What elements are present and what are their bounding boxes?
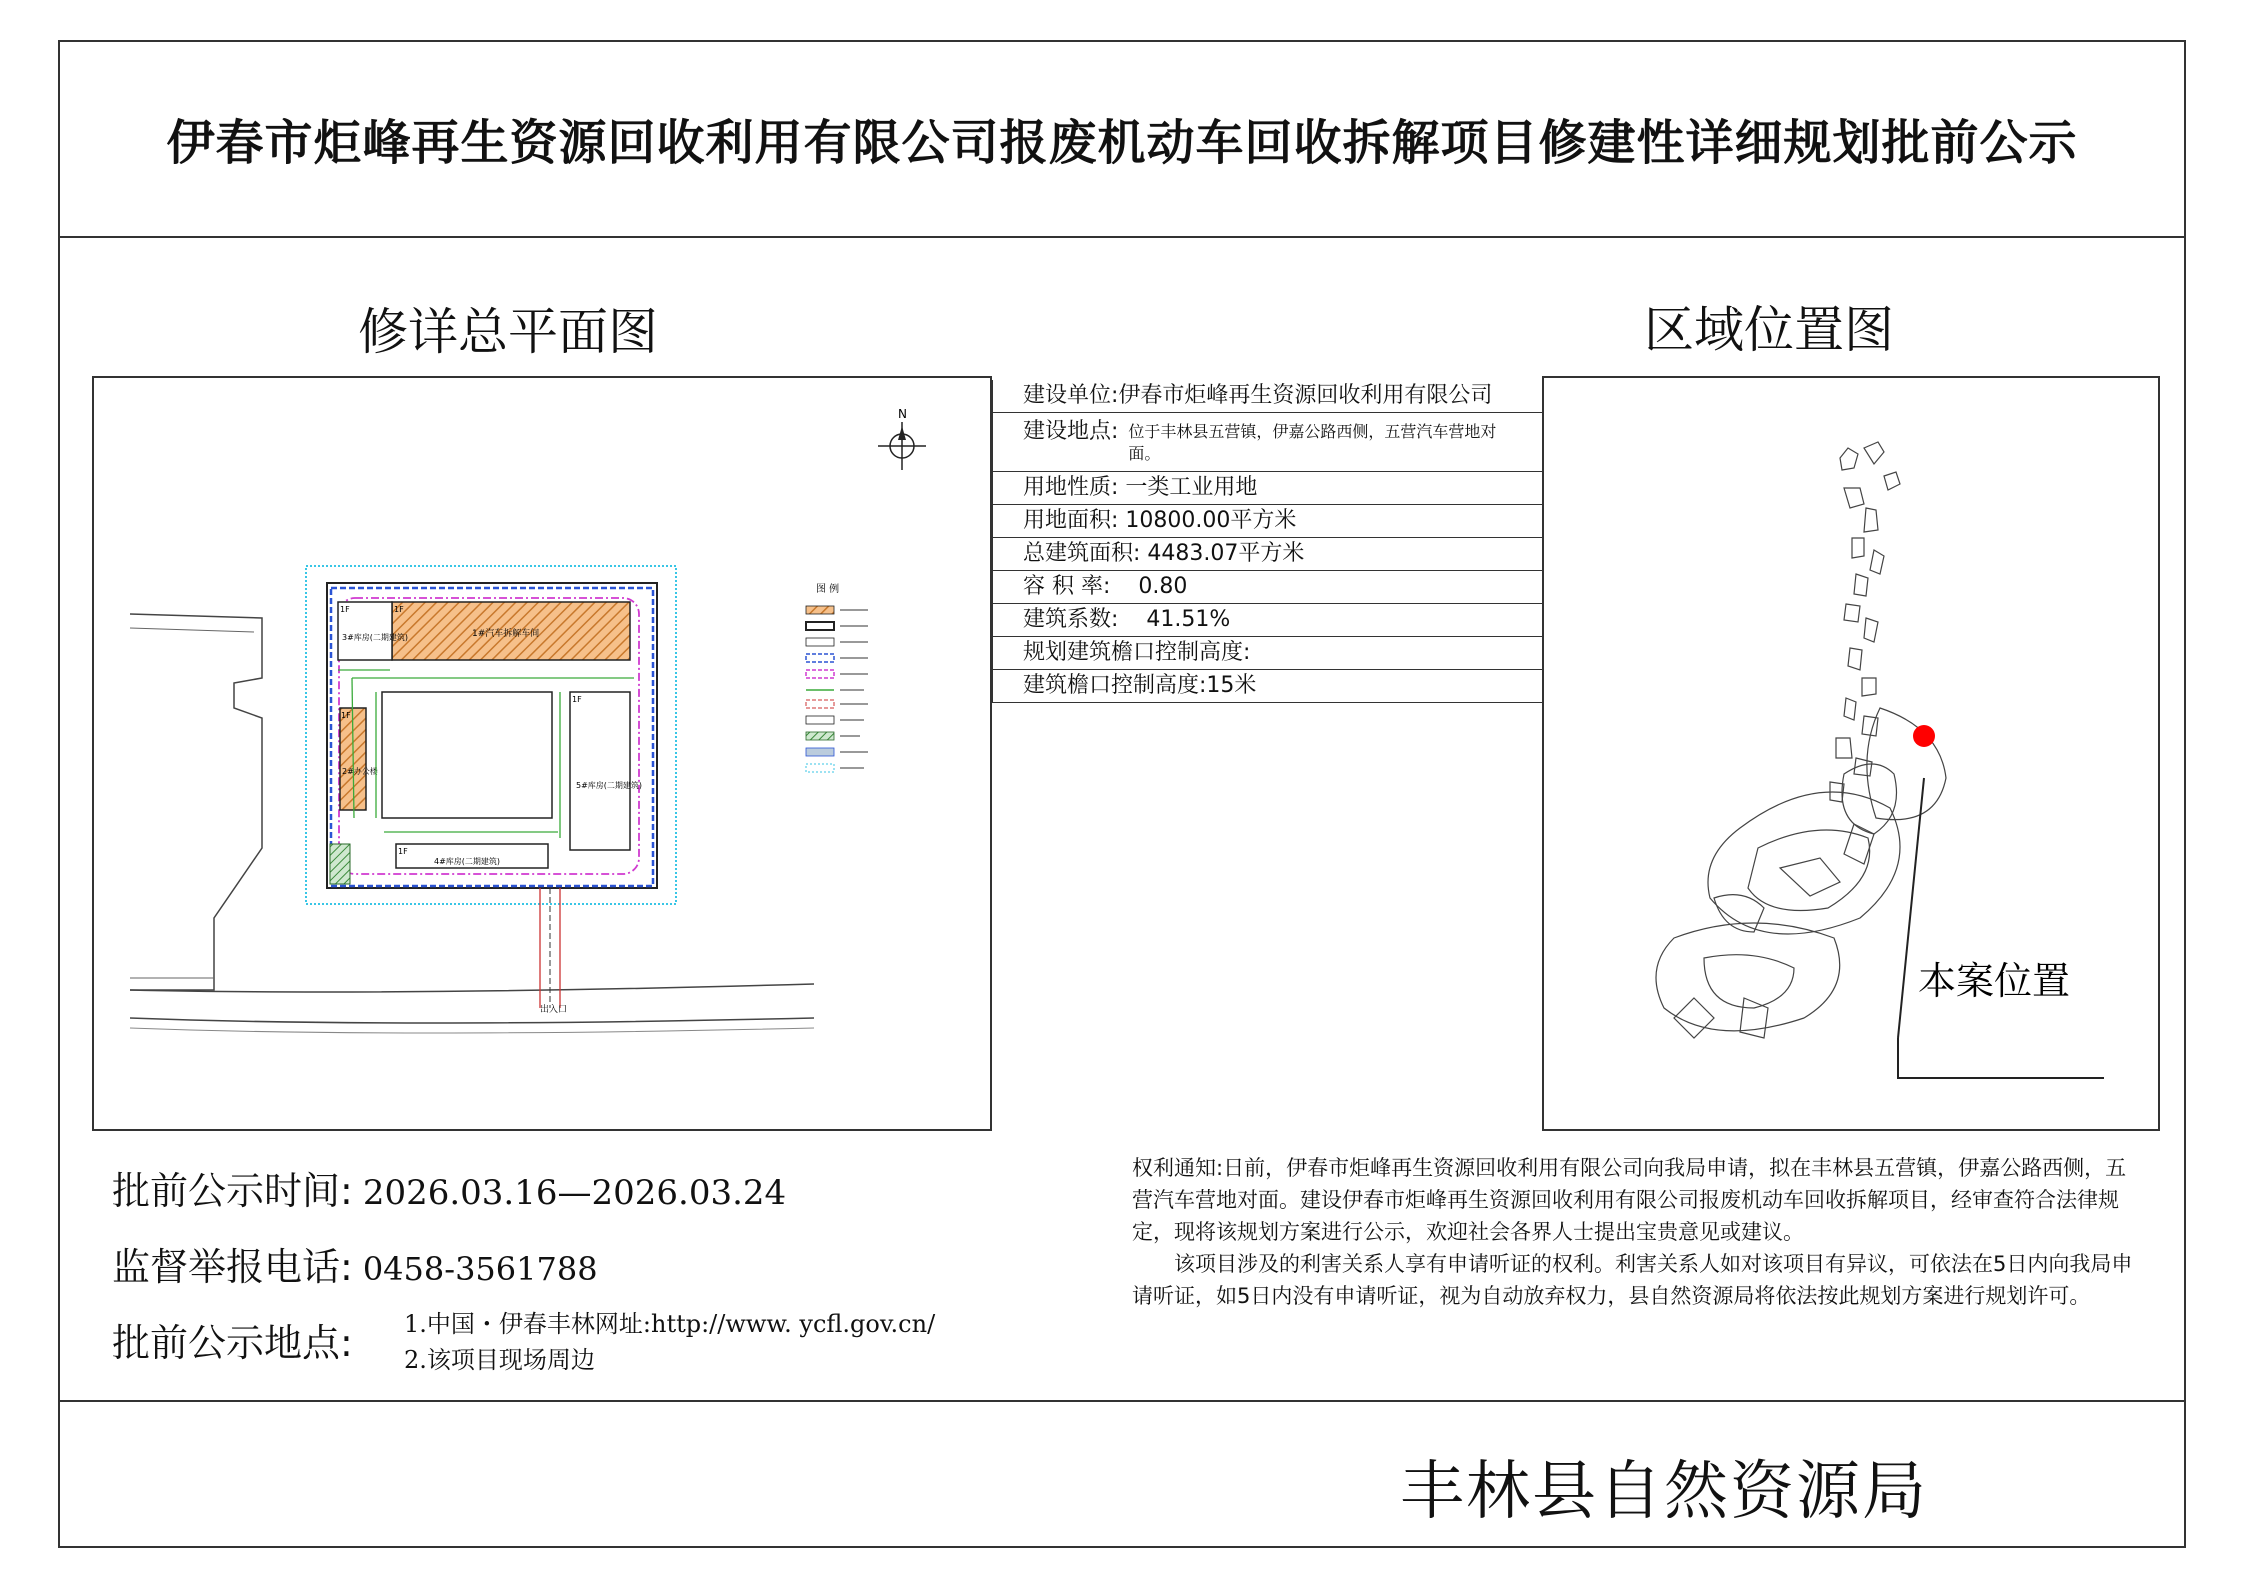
unit-value: 伊春市炬峰再生资源回收利用有限公司 xyxy=(1118,383,1493,408)
legend xyxy=(806,582,868,772)
title-divider xyxy=(58,236,2186,238)
location-map-panel xyxy=(1542,376,2160,1131)
legend-swatch-phase-two xyxy=(806,622,834,630)
far-label: 容 积 率: xyxy=(1023,574,1111,599)
info-row-unit xyxy=(993,380,1543,413)
unit-label: 建设单位: xyxy=(1023,383,1119,408)
entrance-label: 出入口 xyxy=(540,1005,568,1015)
info-row-floorarea xyxy=(993,538,1543,571)
building-5-warehouse xyxy=(570,692,630,850)
far-value: 0.80 xyxy=(1138,574,1188,599)
info-row-eave-plan xyxy=(993,637,1543,670)
building-4-label: 4#库房(二期建筑) xyxy=(434,857,501,866)
legend-swatch-magenta-line xyxy=(806,670,834,678)
area-label: 用地面积: xyxy=(1023,508,1119,533)
coverage-value: 41.51% xyxy=(1146,607,1231,632)
legend-swatch-new-building xyxy=(806,606,834,614)
building-2-label: 2#办公楼 xyxy=(342,767,378,776)
site-value: 位于丰林县五营镇，伊嘉公路西侧，五营汽车营地对面。 xyxy=(1128,422,1497,463)
legend-swatch-existing xyxy=(806,638,834,646)
legend-swatch-cyan xyxy=(806,764,834,772)
legend-title: 图 例 xyxy=(816,584,840,595)
building-3-floor-label: 1F xyxy=(340,605,350,614)
project-info-table xyxy=(992,380,1543,703)
landuse-label: 用地性质: xyxy=(1023,475,1119,500)
project-location-marker xyxy=(1913,725,1935,747)
rights-notice-para-1: 权利通知:日前，伊春市炬峰再生资源回收利用有限公司向我局申请，拟在丰林县五营镇，伊嘉公路西侧，五营汽车营地对面。建设伊春市炬峰再生资源回收利用有限公司报废机动车回收拆解项目，经审查符合法律规定，现将该规划方案进行公示，欢迎社会各界人士提出宝贵意见或建议。 xyxy=(1132,1156,2127,1244)
site-plan-title: 修详总平面图 xyxy=(358,303,658,361)
building-3-label: 3#库房(二期建筑) xyxy=(342,633,409,642)
legend-swatch-green xyxy=(806,732,834,740)
building-4-floor-label: 1F xyxy=(398,847,408,856)
building-1-floor-label: 1F xyxy=(394,605,404,614)
publicity-time-label: 批前公示时间: xyxy=(112,1169,353,1213)
site-plan-drawing xyxy=(94,378,990,1129)
legend-swatch-blue-line xyxy=(806,654,834,662)
publicity-place xyxy=(112,1312,353,1367)
info-row-coverage xyxy=(993,604,1543,637)
north-arrow-icon xyxy=(878,422,926,470)
location-map-drawing xyxy=(1544,378,2158,1129)
building-1-label: 1#汽车拆解车间 xyxy=(472,629,540,639)
info-row-area xyxy=(993,505,1543,538)
info-row-landuse xyxy=(993,472,1543,505)
site-label: 建设地点: xyxy=(1023,419,1119,444)
page-title: 伊春市炬峰再生资源回收利用有限公司报废机动车回收拆解项目修建性详细规划批前公示 xyxy=(166,114,2078,171)
eave-plan-label: 规划建筑檐口控制高度: xyxy=(1023,640,1251,665)
footer-divider xyxy=(58,1400,2186,1402)
building-5-floor-label: 1F xyxy=(572,695,582,704)
publicity-phone-value: 0458-3561788 xyxy=(362,1250,598,1288)
eave-label: 建筑檐口控制高度: xyxy=(1023,673,1207,698)
legend-swatch-checked xyxy=(806,748,834,756)
floorarea-label: 总建筑面积: xyxy=(1023,541,1141,566)
info-row-far xyxy=(993,571,1543,604)
publicity-place-list xyxy=(404,1306,935,1378)
legend-swatch-red-line xyxy=(806,700,834,708)
info-row-eave xyxy=(993,670,1543,703)
coverage-label: 建筑系数: xyxy=(1023,607,1119,632)
area-value: 10800.00平方米 xyxy=(1125,508,1297,533)
publicity-phone-label: 监督举报电话: xyxy=(112,1245,353,1289)
publicity-time xyxy=(112,1160,786,1215)
legend-swatch-entrance xyxy=(806,716,834,724)
rights-notice xyxy=(1132,1152,2142,1312)
north-label: N xyxy=(898,407,907,421)
publicity-phone xyxy=(112,1236,598,1291)
publicity-place-label: 批前公示地点: xyxy=(112,1321,353,1365)
info-row-site xyxy=(993,413,1543,472)
publicity-place-site: 2.该项目现场周边 xyxy=(404,1346,595,1374)
publicity-place-website: 1.中国・伊春丰林网址:http://www. ycfl.gov.cn/ xyxy=(404,1310,936,1338)
eave-value: 15米 xyxy=(1206,673,1257,698)
floorarea-value: 4483.07平方米 xyxy=(1147,541,1305,566)
green-space xyxy=(330,844,350,884)
issuing-authority: 丰林县自然资源局 xyxy=(1400,1455,1928,1529)
central-yard xyxy=(382,692,552,818)
rights-notice-para-2: 该项目涉及的利害关系人享有申请听证的权利。利害关系人如对该项目有异议，可依法在5日内向我局申请听证，如5日内没有申请听证，视为自动放弃权力，县自然资源局将依法按此规划方案进行规划许可。 xyxy=(1132,1252,2133,1308)
building-2-floor-label: 1F xyxy=(341,711,351,720)
site-plan-panel xyxy=(92,376,992,1131)
location-map-title: 区域位置图 xyxy=(1644,301,1894,359)
building-5-label: 5#库房(二期建筑) xyxy=(576,781,643,790)
publicity-time-value: 2026.03.16—2026.03.24 xyxy=(362,1173,787,1213)
location-marker-label: 本案位置 xyxy=(1918,959,2071,1003)
landuse-value: 一类工业用地 xyxy=(1125,475,1258,500)
